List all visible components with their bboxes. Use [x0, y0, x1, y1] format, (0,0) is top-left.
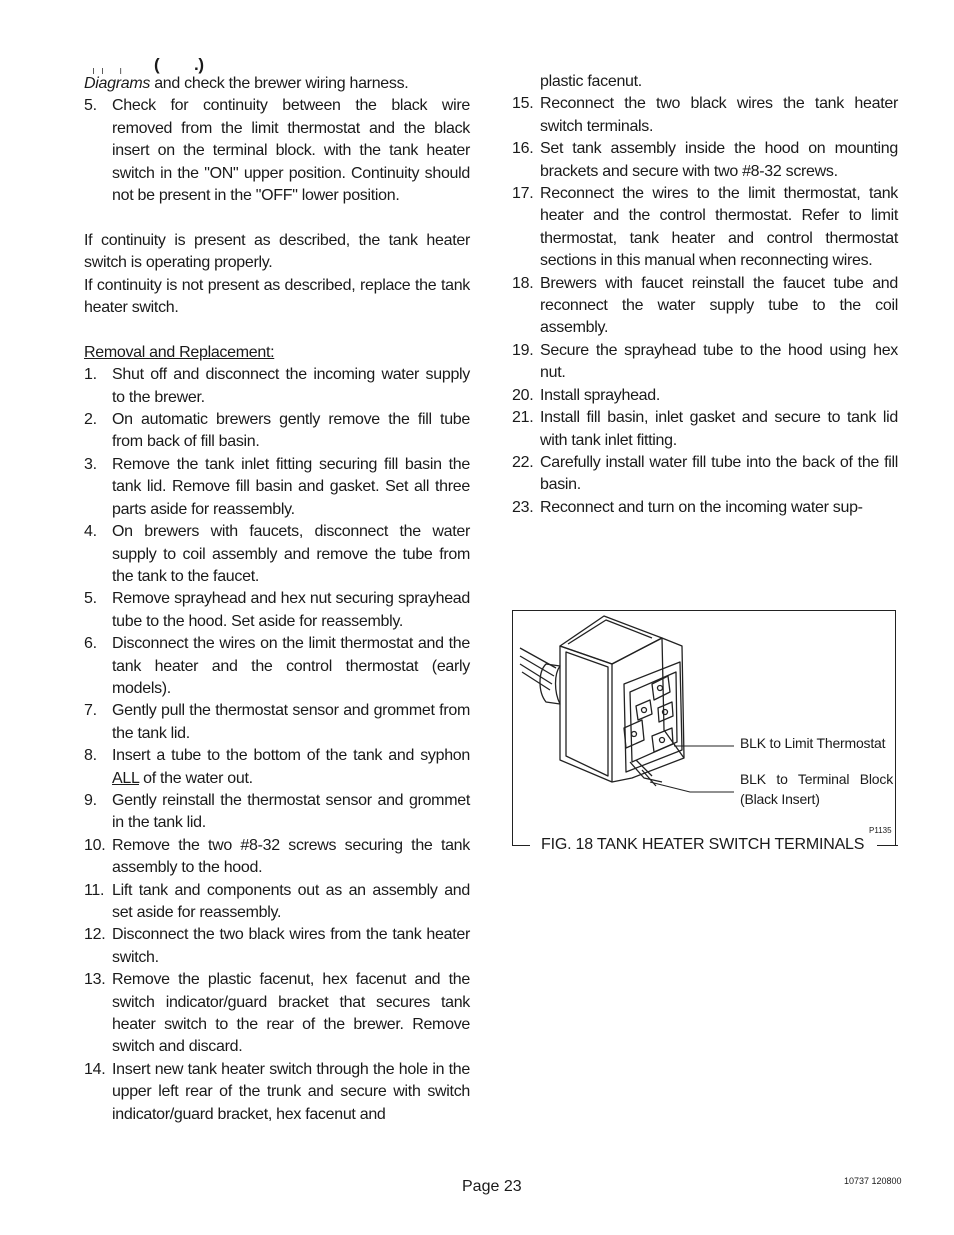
left-column: [84, 53, 470, 1126]
list-item: [84, 454, 470, 521]
list-item: [84, 790, 470, 835]
list-item: [84, 835, 470, 880]
step-number: 7.: [84, 702, 97, 720]
label-limit-thermostat: BLK to Limit Thermostat: [740, 735, 886, 751]
step-text: Lift tank and components out as an assembly and set aside for reassembly.: [112, 881, 470, 921]
clipped-heading-marks: ıı ı: [92, 65, 129, 77]
step-number: 2.: [84, 411, 97, 429]
step-number: 15.: [512, 95, 534, 113]
reassembly-steps: [512, 93, 898, 519]
emphasis-all: ALL: [112, 769, 139, 787]
list-item: [84, 745, 470, 790]
step-text: On automatic brewers gently remove the fill tube from back of fill basin.: [112, 411, 470, 451]
step-text: Carefully install water fill tube into the back of the fill basin.: [540, 453, 898, 494]
step-number: 3.: [84, 455, 97, 473]
header-paren: (: [154, 55, 160, 74]
step-text: Gently pull the thermostat sensor and grommet from the tank lid.: [112, 702, 470, 742]
step-text: Insert a tube to the bottom of the tank and syphon: [112, 747, 470, 765]
step-text: Disconnect the two black wires from the tank heater switch.: [112, 926, 470, 966]
list-item: [84, 969, 470, 1059]
step-number: 13.: [84, 971, 106, 989]
header-paren-end: .): [194, 55, 204, 74]
section-heading: Removal and Replacement:: [84, 343, 275, 361]
list-item: [512, 93, 898, 138]
list-item: [84, 1059, 470, 1126]
list-item: [84, 521, 470, 588]
step-text: Shut off and disconnect the incoming water supply to the brewer.: [112, 366, 470, 406]
list-item: [84, 588, 470, 633]
step-continuation: plastic facenut.: [540, 73, 642, 90]
step-number: 11.: [84, 881, 105, 899]
list-item: [512, 497, 898, 519]
step-text: Remove the tank inlet fitting securing fill basin the tank lid. Remove fill basin and gasket. Set all three parts aside for reassembly.: [112, 455, 470, 518]
list-item: [512, 273, 898, 340]
step-number: 12.: [84, 926, 106, 944]
step-number: 5.: [84, 590, 97, 608]
step-number: 22.: [512, 453, 534, 471]
step-text: Check for continuity between the black wire removed from the limit thermostat and the black insert on the terminal block. with the tank heater switch in the "ON" upper position. Continuity should not be present in the "OFF" lower position.: [112, 97, 470, 205]
step-number: 8.: [84, 747, 97, 765]
list-item: [512, 340, 898, 385]
diagrams-ref: Diagrams: [84, 75, 151, 92]
step-text: Install fill basin, inlet gasket and secure to tank lid with tank inlet fitting.: [540, 409, 898, 449]
document-code: 10737 120800: [844, 1176, 902, 1186]
list-item: [84, 633, 470, 700]
step-text: Remove sprayhead and hex nut securing sprayhead tube to the hood. Set aside for reassembly.: [112, 590, 470, 630]
step-number: 20.: [512, 386, 534, 404]
step-text: Remove the two #8-32 screws securing the tank assembly to the hood.: [112, 836, 470, 877]
step-text: Brewers with faucet reinstall the faucet tube and reconnect the water supply tube to the coil assembly.: [540, 274, 898, 337]
right-column: [512, 71, 898, 519]
figure-image-id: P1135: [869, 826, 892, 835]
step-text: Remove the plastic facenut, hex facenut and the switch indicator/guard bracket that secures tank heater switch to the rear of the brewer. Remove switch and discard.: [112, 971, 470, 1056]
step-number: 6.: [84, 635, 97, 653]
list-item: [84, 880, 470, 925]
step-text-end: of the water out.: [138, 769, 253, 787]
step-number: 16.: [512, 140, 534, 158]
list-item: [84, 95, 470, 207]
list-item: [512, 385, 898, 407]
paragraph: If continuity is present as described, the tank heater switch is operating properly.: [84, 231, 470, 272]
figure-caption: FIG. 18 TANK HEATER SWITCH TERMINALS: [541, 836, 865, 853]
list-item: [512, 183, 898, 273]
step-number: 18.: [512, 274, 534, 292]
step-text: On brewers with faucets, disconnect the water supply to coil assembly and remove the tube from the tank to the faucet.: [112, 523, 470, 585]
step-number: 14.: [84, 1060, 106, 1078]
step-text: Secure the sprayhead tube to the hood using hex nut.: [540, 341, 898, 382]
tank-heater-switch-illustration: [512, 610, 896, 846]
step-text: Reconnect and turn on the incoming water sup-: [540, 498, 863, 516]
paragraph: If continuity is not present as described, replace the tank heater switch.: [84, 276, 470, 317]
list-item: [84, 924, 470, 969]
step-text: Insert new tank heater switch through the hole in the upper left rear of the trunk and secure with switch indicator/guard bracket, hex facenut and: [112, 1060, 470, 1123]
removal-steps: [84, 364, 470, 1126]
step-number: 23.: [512, 498, 534, 516]
step-number: 21.: [512, 409, 534, 427]
step-text: Set tank assembly inside the hood on mounting brackets and secure with two #8-32 screws.: [540, 140, 898, 180]
step-text: Gently reinstall the thermostat sensor and grommet in the tank lid.: [112, 791, 470, 832]
step-number: 9.: [84, 791, 97, 809]
step-text: Disconnect the wires on the limit thermostat and the tank heater and the control thermostat (early models).: [112, 635, 470, 697]
list-item: [512, 407, 898, 452]
list-item: [512, 138, 898, 183]
list-item: [84, 700, 470, 745]
step-number: 17.: [512, 185, 534, 203]
list-item: [84, 364, 470, 409]
step-number: 5.: [84, 97, 97, 115]
step-number: 19.: [512, 341, 534, 359]
step-number: 10.: [84, 836, 106, 854]
step-text: Reconnect the wires to the limit thermostat, tank heater and the control thermostat. Refer to limit thermostat, tank heater and control thermostat sections in this manual when reconnecting wires.: [540, 185, 898, 270]
test-steps: [84, 95, 470, 207]
page-number: Page 23: [462, 1178, 522, 1195]
label-terminal-block: BLK to Terminal Block: [740, 771, 893, 787]
section-header-fragment: [84, 53, 470, 77]
list-item: [512, 452, 898, 497]
list-item: [84, 409, 470, 454]
step-text: Install sprayhead.: [540, 386, 661, 404]
intro-rest: and check the brewer wiring harness.: [150, 75, 409, 92]
step-text: Reconnect the two black wires the tank heater switch terminals.: [540, 95, 898, 135]
step-number: 1.: [84, 366, 97, 384]
label-black-insert: (Black Insert): [740, 791, 820, 807]
step-number: 4.: [84, 523, 97, 541]
